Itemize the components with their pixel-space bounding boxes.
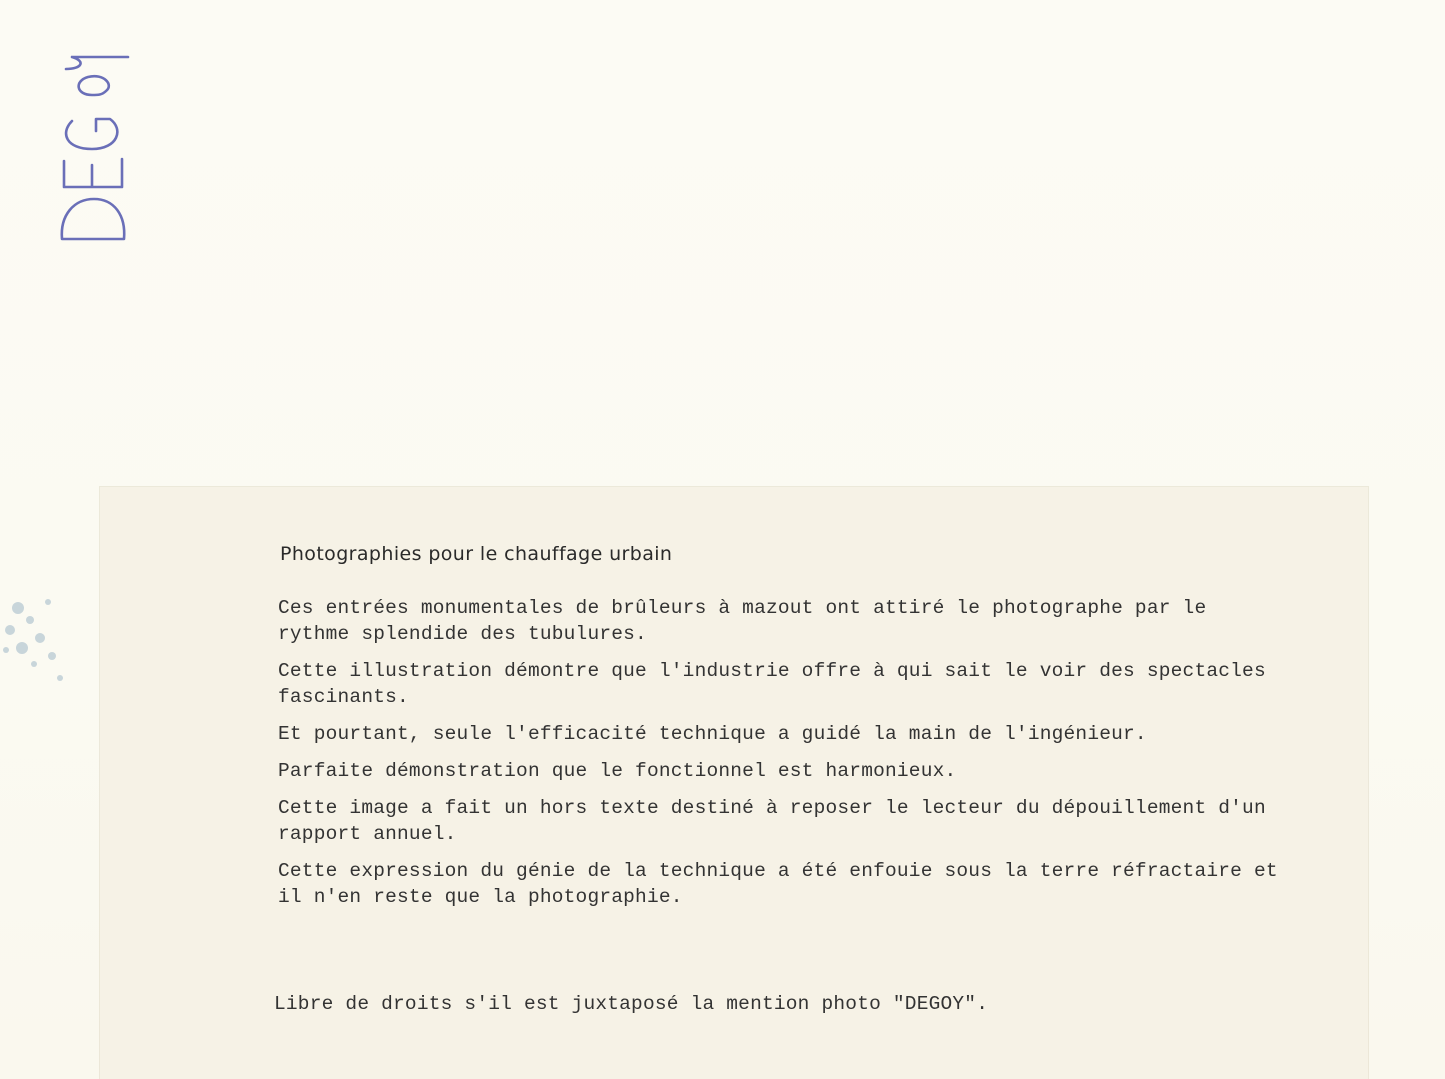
caption-paragraph: Cette expression du génie de la technique a été enfouie sous la terre réfractaire et il n'en reste que la photographie. [278,860,1278,908]
caption-paragraph: Cette illustration démontre que l'industrie offre à qui sait le voir des spectacles fascinants. [278,660,1266,708]
caption-paragraph: Ces entrées monumentales de brûleurs à mazout ont attiré le photographe par le rythme splendide des tubulures. [278,597,1207,645]
handwritten-signature-drawing [52,55,132,245]
ink-smudge [0,578,80,698]
typed-caption-card [100,487,1368,1079]
handwritten-signature [52,55,132,245]
caption-paragraph: Parfaite démonstration que le fonctionnel est harmonieux. [278,760,957,782]
caption-paragraph: Et pourtant, seule l'efficacité technique a guidé la main de l'ingénieur. [278,723,1147,745]
caption-paragraphs [278,595,1278,921]
rights-notice: Libre de droits s'il est juxtaposé la mention photo "DEGOY". [274,993,989,1015]
caption-title: Photographies pour le chauffage urbain [280,543,673,565]
caption-paragraph: Cette image a fait un hors texte destiné à reposer le lecteur du dépouillement d'un rapport annuel. [278,797,1266,845]
